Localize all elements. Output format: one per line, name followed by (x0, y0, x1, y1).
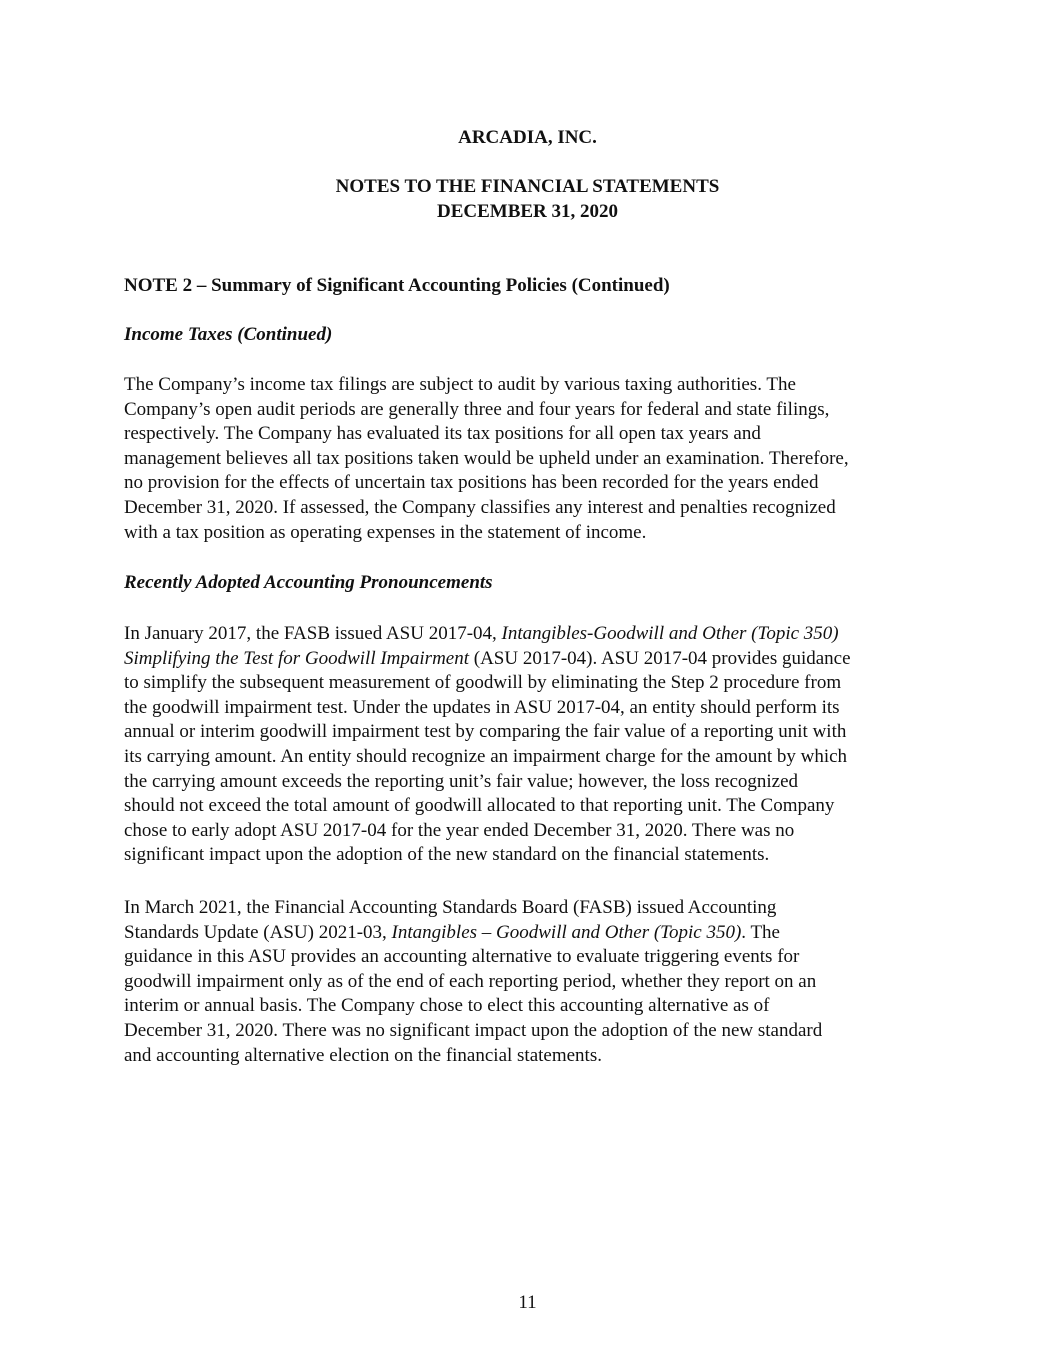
text-line: respectively. The Company has evaluated its tax positions for all open tax years and (124, 423, 761, 445)
text-line: annual or interim goodwill impairment test by comparing the fair value of a reporting unit with (124, 721, 847, 743)
paragraph-income-taxes (124, 373, 934, 545)
text-run: Standards Update (ASU) 2021-03, (124, 921, 392, 943)
text-line: the goodwill impairment test. Under the updates in ASU 2017-04, an entity should perform its (124, 696, 840, 718)
text-run: . The (741, 921, 780, 943)
text-line: goodwill impairment only as of the end of each reporting period, whether they report on an (124, 970, 817, 992)
company-name: ARCADIA, INC. (458, 127, 597, 148)
text-line: significant impact upon the adoption of the new standard on the financial statements. (124, 844, 770, 866)
text-line: the carrying amount exceeds the reporting unit’s fair value; however, the loss recognized (124, 770, 799, 792)
text-line: to simplify the subsequent measurement of goodwill by eliminating the Step 2 procedure from (124, 672, 842, 694)
page-number: 11 (518, 1292, 537, 1313)
text-run: (ASU 2017-04). ASU 2017-04 provides guidance (469, 647, 851, 669)
text-line (124, 622, 934, 647)
text-line: with a tax position as operating expenses in the statement of income. (124, 521, 647, 543)
text-line (124, 647, 934, 672)
paragraph-asu-2017-04 (124, 622, 934, 868)
section-heading-income-taxes: Income Taxes (Continued) (124, 324, 333, 345)
document-title: NOTES TO THE FINANCIAL STATEMENTS (335, 176, 720, 197)
italic-citation: Intangibles-Goodwill and Other (Topic 350) (501, 623, 839, 644)
text-line: no provision for the effects of uncertain tax positions has been recorded for the years ended (124, 472, 819, 494)
text-line (124, 921, 934, 946)
italic-citation: Simplifying the Test for Goodwill Impairment (124, 647, 469, 669)
section-heading-recent-pronouncements: Recently Adopted Accounting Pronouncements (124, 572, 493, 593)
text-line: In March 2021, the Financial Accounting Standards Board (FASB) issued Accounting (124, 897, 777, 918)
text-line: chose to early adopt ASU 2017-04 for the year ended December 31, 2020. There was no (124, 819, 795, 841)
text-line: December 31, 2020. If assessed, the Company classifies any interest and penalties recognized (124, 496, 836, 518)
paragraph-asu-2021-03 (124, 896, 934, 1068)
text-run: In January 2017, the FASB issued ASU 2017-04, (124, 623, 502, 644)
text-line: should not exceed the total amount of goodwill allocated to that reporting unit. The Company (124, 795, 835, 817)
text-line: The Company’s income tax filings are subject to audit by various taxing authorities. The (124, 374, 796, 395)
text-line: guidance in this ASU provides an accounting alternative to evaluate triggering events for (124, 946, 800, 968)
italic-citation: Intangibles – Goodwill and Other (Topic 350) (391, 921, 742, 943)
text-line: management believes all tax positions taken would be upheld under an examination. Therefore, (124, 447, 849, 469)
text-line: Company’s open audit periods are generally three and four years for federal and state filings, (124, 398, 830, 420)
note-heading: NOTE 2 – Summary of Significant Accounting Policies (Continued) (124, 275, 670, 296)
text-line: interim or annual basis. The Company chose to elect this accounting alternative as of (124, 995, 770, 1017)
text-line: and accounting alternative election on the financial statements. (124, 1044, 602, 1066)
document-date: DECEMBER 31, 2020 (436, 201, 619, 222)
text-line: its carrying amount. An entity should recognize an impairment charge for the amount by which (124, 745, 848, 767)
text-line: December 31, 2020. There was no significant impact upon the adoption of the new standard (124, 1019, 823, 1041)
